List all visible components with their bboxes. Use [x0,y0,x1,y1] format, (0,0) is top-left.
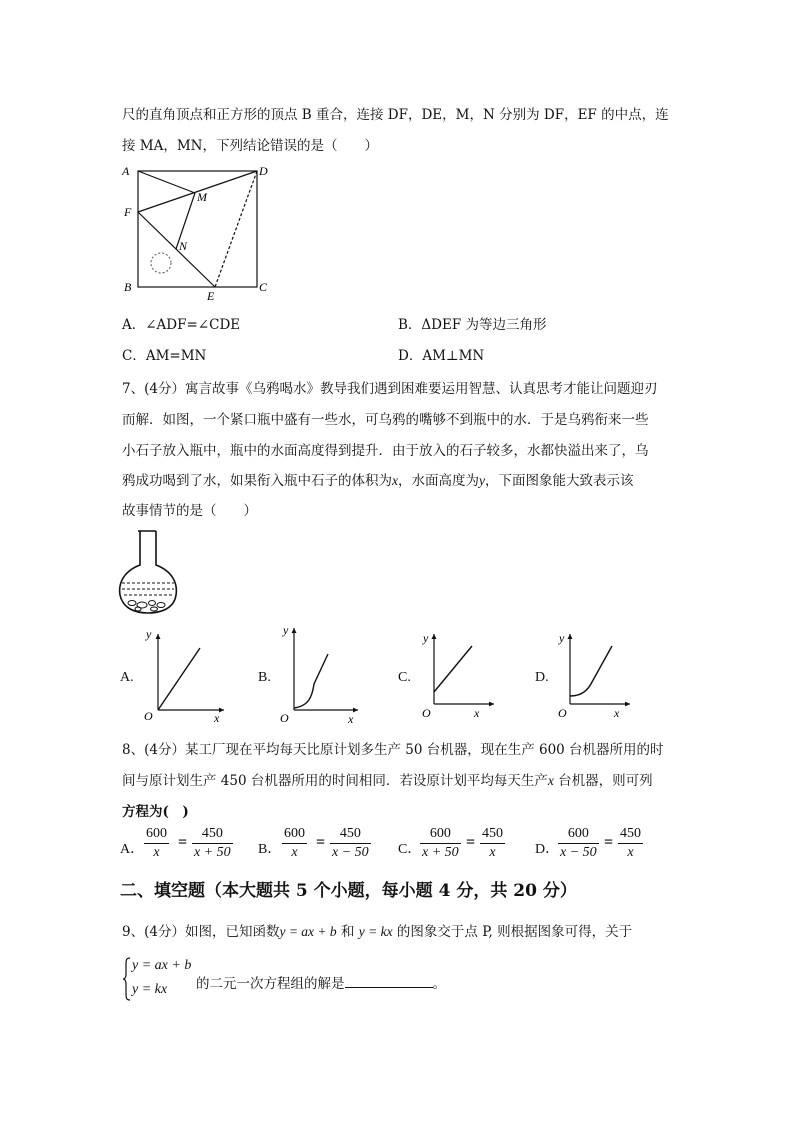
section-heading-fill-in: 二、填空题（本大题共 5 个小题，每小题 4 分，共 20 分） [120,881,577,901]
q8-line2: 间与原计划生产 450 台机器所用的时间相同．若设原计划平均每天生产x 台机器，则可列 [122,773,653,789]
svg-text:y: y [423,631,429,645]
q9-line2: 的二元一次方程组的解是 。 [196,972,446,992]
q6-option-b: B．ΔDEF 为等边三角形 [398,317,547,333]
q7-line4-part2: ，水面高度为 [398,473,479,489]
q8-b-equals: = [316,834,326,851]
line-FE [138,212,215,287]
label-N: N [179,239,188,253]
q6-line2: 接 MA，MN，下列结论错误的是（ ） [122,138,378,154]
curve [434,646,472,692]
q7-line5: 故事情节的是（ ） [122,503,257,519]
q9-equation-system [122,956,192,1002]
q7-option-c-label: C. [398,670,411,685]
q8-b-right-fraction: $\frac{450}{x - 50}$ [332,826,369,860]
q8-c-left-fraction: $\frac{600}{x + 50}$ [422,826,459,860]
q8-a-left-fraction: $\frac{600}{x}$ [146,826,167,860]
curve [570,646,612,696]
q7-line3: 小石子放入瓶中，瓶中的水面高度得到提升．由于放入的石子较多，水都快溢出来了，乌 [122,443,649,459]
q8-d-right-fraction: $\frac{450}{x}$ [620,826,641,860]
label-F: F [124,205,132,219]
q7-line2: 而解．如图，一个紧口瓶中盛有一些水，可乌鸦的嘴够不到瓶中的水．于是乌鸦衔来一些 [122,412,649,428]
svg-text:y: y [283,623,289,637]
line-DE-dashed [215,171,257,287]
q7-option-a-label: A. [120,670,134,685]
svg-text:x: x [214,711,220,724]
svg-text:O: O [558,706,567,720]
q7-graph-b [278,620,368,724]
label-C: C [259,280,268,294]
q6-option-c: C．AM=MN [122,348,207,364]
q8-a-right-fraction: $\frac{450}{x + 50}$ [194,826,231,860]
flask-figure [116,527,182,615]
q8-option-c-label: C． [398,842,422,857]
q8-option-b-label: B． [258,842,282,857]
q6-option-a: A．∠ADF=∠CDE [122,317,241,333]
q6-option-d: D．AM⊥MN [398,348,485,364]
q8-d-equals: = [604,834,614,851]
q7-graph-d [556,626,636,722]
q8-c-right-fraction: $\frac{450}{x}$ [482,826,503,860]
q6-square-figure [118,160,278,305]
function-1: y = ax + b [279,924,337,939]
q7-line4-part1: 鸦成功喝到了水，如果衔入瓶中石子的体积为 [122,473,392,489]
q7-line4-part3: ，下面图象能大致表示该 [485,473,634,489]
svg-text:x: x [348,712,354,724]
var-x: x [547,773,554,788]
svg-text:y: y [146,627,152,641]
svg-text:x: x [614,706,620,720]
q8-line3: 方程为( ) [122,804,189,820]
label-B: B [124,280,132,294]
q7-line1: 7、(4分）寓言故事《乌鸦喝水》教导我们遇到困难要运用智慧、认真思考才能让问题迎刃 [122,381,658,397]
q8-c-equals: = [466,834,476,851]
q8-a-equals: = [178,834,188,851]
svg-text:O: O [144,709,153,723]
var-x: x [392,473,398,488]
var-y: y [479,473,485,488]
label-M: M [197,190,207,204]
label-E: E [207,289,215,303]
q8-line1: 8、(4分）某工厂现在平均每天比原计划多生产 50 台机器，现在生产 600 台机器所用的时 [122,742,664,758]
q7-graph-c [420,626,500,722]
svg-text:y: y [559,631,565,645]
q6-line1: 尺的直角顶点和正方形的顶点 B 重合，连接 DF，DE，M，N 分别为 DF，EF 的中点，连 [122,107,669,123]
q7-graph-a [140,624,230,724]
svg-text:O: O [280,711,289,724]
line-AM [138,171,195,193]
q7-option-d-label: D. [535,670,549,685]
dashed-circle [151,253,171,273]
system-eq-2: y = kx [132,982,168,997]
label-D: D [259,164,268,178]
q8-d-left-fraction: $\frac{600}{x - 50}$ [560,826,597,860]
system-eq-1: y = ax + b [132,958,192,973]
curve [158,648,200,710]
q8-option-d-label: D． [535,842,560,857]
function-2: y = kx [358,924,393,939]
label-A: A [122,164,130,178]
q7-option-b-label: B. [258,670,271,685]
q8-b-left-fraction: $\frac{600}{x}$ [284,826,305,860]
curve [294,654,328,708]
svg-text:x: x [474,706,480,720]
svg-text:O: O [422,706,431,720]
answer-blank[interactable] [345,973,433,988]
q8-option-a-label: A． [120,842,145,857]
q9-line1: 9、(4分）如图，已知函数y = ax + b 和 y = kx 的图象交于点 P, 则根据图象可得，关于 [122,924,633,940]
q7-line4 [122,469,634,489]
